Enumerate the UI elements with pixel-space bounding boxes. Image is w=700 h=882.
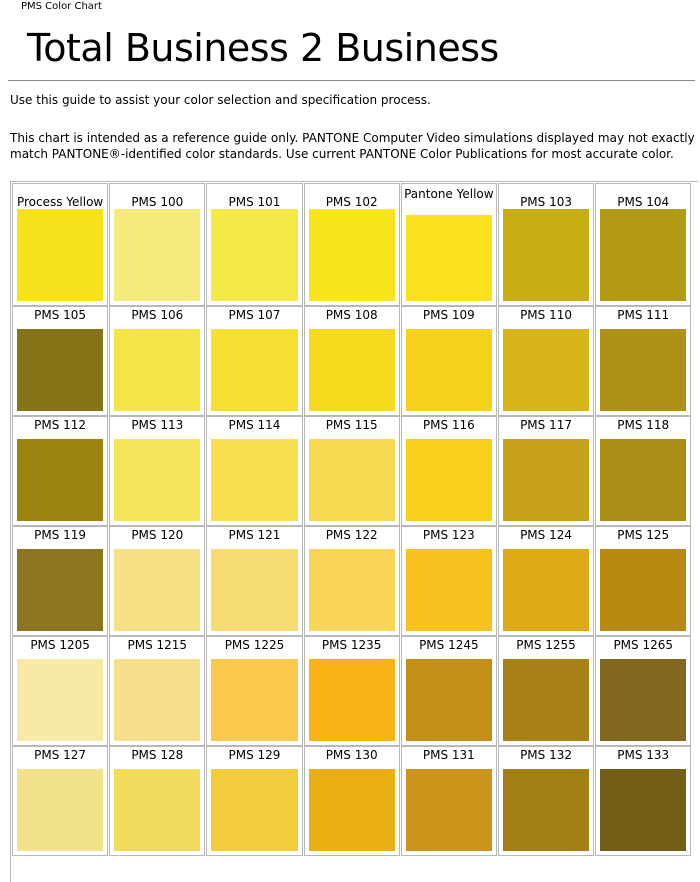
color-swatch-cell	[12, 416, 108, 526]
swatch-label: PMS 119	[34, 528, 87, 542]
color-swatch	[600, 659, 686, 741]
swatch-label: PMS 108	[325, 308, 378, 322]
color-swatch	[406, 329, 492, 411]
color-swatch-cell	[109, 526, 205, 636]
color-swatch	[309, 659, 395, 741]
swatch-label: PMS 112	[34, 418, 87, 432]
color-swatch-cell	[401, 636, 497, 746]
color-swatch-cell	[595, 636, 691, 746]
color-swatch-cell	[206, 526, 302, 636]
swatch-label: PMS 122	[325, 528, 378, 542]
swatch-label: PMS 109	[422, 308, 475, 322]
swatch-label: PMS 131	[422, 748, 475, 762]
color-swatch-cell	[109, 746, 205, 856]
swatch-label: PMS 1245	[419, 638, 479, 652]
color-swatch	[503, 209, 589, 301]
color-swatch	[114, 769, 200, 851]
color-swatch	[503, 549, 589, 631]
color-swatch	[17, 329, 103, 411]
color-swatch	[17, 659, 103, 741]
color-swatch-cell	[595, 526, 691, 636]
swatch-label: PMS 1235	[321, 638, 382, 652]
color-chart-row	[11, 305, 698, 415]
swatch-label: PMS 118	[617, 418, 670, 432]
color-swatch-cell	[595, 183, 691, 306]
color-swatch-cell	[206, 183, 302, 306]
swatch-label: PMS 1205	[30, 638, 90, 652]
color-swatch-cell	[206, 306, 302, 416]
swatch-label: Pantone Yellow	[404, 187, 494, 201]
swatch-label: PMS 127	[34, 748, 87, 762]
color-swatch-cell	[12, 746, 108, 856]
swatch-label: PMS 110	[520, 308, 572, 322]
color-swatch	[114, 329, 200, 411]
color-chart-row	[11, 415, 698, 525]
color-swatch-cell	[401, 526, 497, 636]
color-swatch-cell	[304, 416, 400, 526]
title-divider	[8, 80, 695, 81]
color-swatch	[503, 659, 589, 741]
color-swatch	[600, 209, 686, 301]
swatch-label: PMS 133	[617, 748, 670, 762]
color-swatch	[114, 659, 200, 741]
color-swatch	[211, 659, 297, 741]
swatch-label: PMS 125	[617, 528, 670, 542]
color-swatch-cell	[304, 306, 400, 416]
color-swatch-cell	[304, 183, 400, 306]
swatch-label: PMS 1225	[224, 638, 285, 652]
swatch-label: PMS 111	[617, 308, 670, 322]
color-swatch-cell	[12, 306, 108, 416]
color-swatch	[17, 549, 103, 631]
color-swatch	[503, 769, 589, 851]
swatch-label: PMS 114	[228, 418, 281, 432]
color-chart-row	[11, 525, 698, 635]
intro-text: Use this guide to assist your color selection and specification process.	[10, 93, 431, 107]
color-swatch	[211, 439, 297, 521]
swatch-label: PMS 123	[422, 528, 475, 542]
color-swatch-cell	[304, 526, 400, 636]
color-swatch-cell	[206, 416, 302, 526]
swatch-label: PMS 116	[422, 418, 475, 432]
swatch-label: PMS 103	[520, 195, 572, 209]
swatch-label: PMS 1265	[613, 638, 673, 652]
color-swatch	[406, 659, 492, 741]
color-swatch	[211, 769, 297, 851]
swatch-label: PMS 128	[131, 748, 184, 762]
swatch-label: PMS 1215	[127, 638, 188, 652]
swatch-label: PMS 104	[617, 195, 670, 209]
swatch-label: PMS 129	[228, 748, 281, 762]
color-swatch	[114, 209, 200, 301]
color-swatch-cell	[498, 183, 594, 306]
color-swatch	[600, 549, 686, 631]
swatch-label: PMS 132	[520, 748, 572, 762]
color-swatch-cell	[498, 306, 594, 416]
swatch-label: PMS 121	[228, 528, 281, 542]
color-swatch-cell	[109, 636, 205, 746]
swatch-label: PMS 113	[131, 418, 184, 432]
color-swatch	[114, 549, 200, 631]
color-swatch	[211, 209, 297, 301]
color-swatch-cell	[109, 416, 205, 526]
color-swatch-cell	[401, 183, 497, 306]
color-swatch	[309, 439, 395, 521]
color-swatch	[406, 549, 492, 631]
swatch-label: PMS 130	[325, 748, 378, 762]
color-swatch-cell	[498, 746, 594, 856]
color-chart-row	[11, 635, 698, 745]
swatch-label: PMS 102	[325, 195, 378, 209]
color-swatch	[503, 439, 589, 521]
color-swatch-cell	[12, 636, 108, 746]
color-swatch	[17, 769, 103, 851]
color-chart-row	[11, 745, 698, 855]
color-swatch	[406, 215, 492, 301]
color-swatch	[211, 329, 297, 411]
color-swatch	[600, 439, 686, 521]
swatch-label: PMS 107	[228, 308, 281, 322]
company-title: Total Business 2 Business	[27, 26, 499, 70]
color-swatch	[17, 209, 103, 301]
swatch-label: PMS 100	[131, 195, 184, 209]
color-swatch	[406, 439, 492, 521]
swatch-label: PMS 105	[34, 308, 87, 322]
swatch-label: Process Yellow	[16, 195, 104, 209]
color-swatch-cell	[12, 526, 108, 636]
swatch-label: PMS 101	[228, 195, 281, 209]
swatch-label: PMS 120	[131, 528, 184, 542]
color-swatch-cell	[401, 306, 497, 416]
color-swatch	[406, 769, 492, 851]
color-swatch-cell	[206, 746, 302, 856]
color-swatch-cell	[401, 746, 497, 856]
color-swatch-cell	[498, 416, 594, 526]
color-swatch-cell	[595, 746, 691, 856]
color-swatch	[309, 209, 395, 301]
color-swatch-cell	[401, 416, 497, 526]
color-swatch	[600, 329, 686, 411]
color-swatch-cell	[595, 416, 691, 526]
swatch-label: PMS 115	[325, 418, 378, 432]
color-swatch	[211, 549, 297, 631]
color-swatch-cell	[304, 636, 400, 746]
color-swatch	[114, 439, 200, 521]
color-swatch	[600, 769, 686, 851]
color-swatch	[503, 329, 589, 411]
document-header: PMS Color Chart	[21, 1, 102, 12]
color-swatch-cell	[498, 526, 594, 636]
disclaimer-text: This chart is intended as a reference guide only. PANTONE Computer Video simulations displayed may not exactly match PANTONE®-identified color standards. Use current PANTONE Color Publications for most accurate color.	[10, 131, 695, 161]
swatch-label: PMS 106	[131, 308, 184, 322]
color-swatch-cell	[498, 636, 594, 746]
color-swatch	[309, 769, 395, 851]
color-swatch-cell	[109, 183, 205, 306]
color-chart-grid	[10, 181, 698, 882]
swatch-label: PMS 124	[520, 528, 572, 542]
color-swatch-cell	[304, 746, 400, 856]
color-swatch-cell	[206, 636, 302, 746]
color-swatch	[17, 439, 103, 521]
color-swatch-cell	[595, 306, 691, 416]
color-chart-row	[11, 182, 698, 305]
swatch-label: PMS 1255	[516, 638, 576, 652]
color-swatch	[309, 329, 395, 411]
color-swatch	[309, 549, 395, 631]
color-swatch-cell	[12, 183, 108, 306]
color-swatch-cell	[109, 306, 205, 416]
swatch-label: PMS 117	[520, 418, 572, 432]
